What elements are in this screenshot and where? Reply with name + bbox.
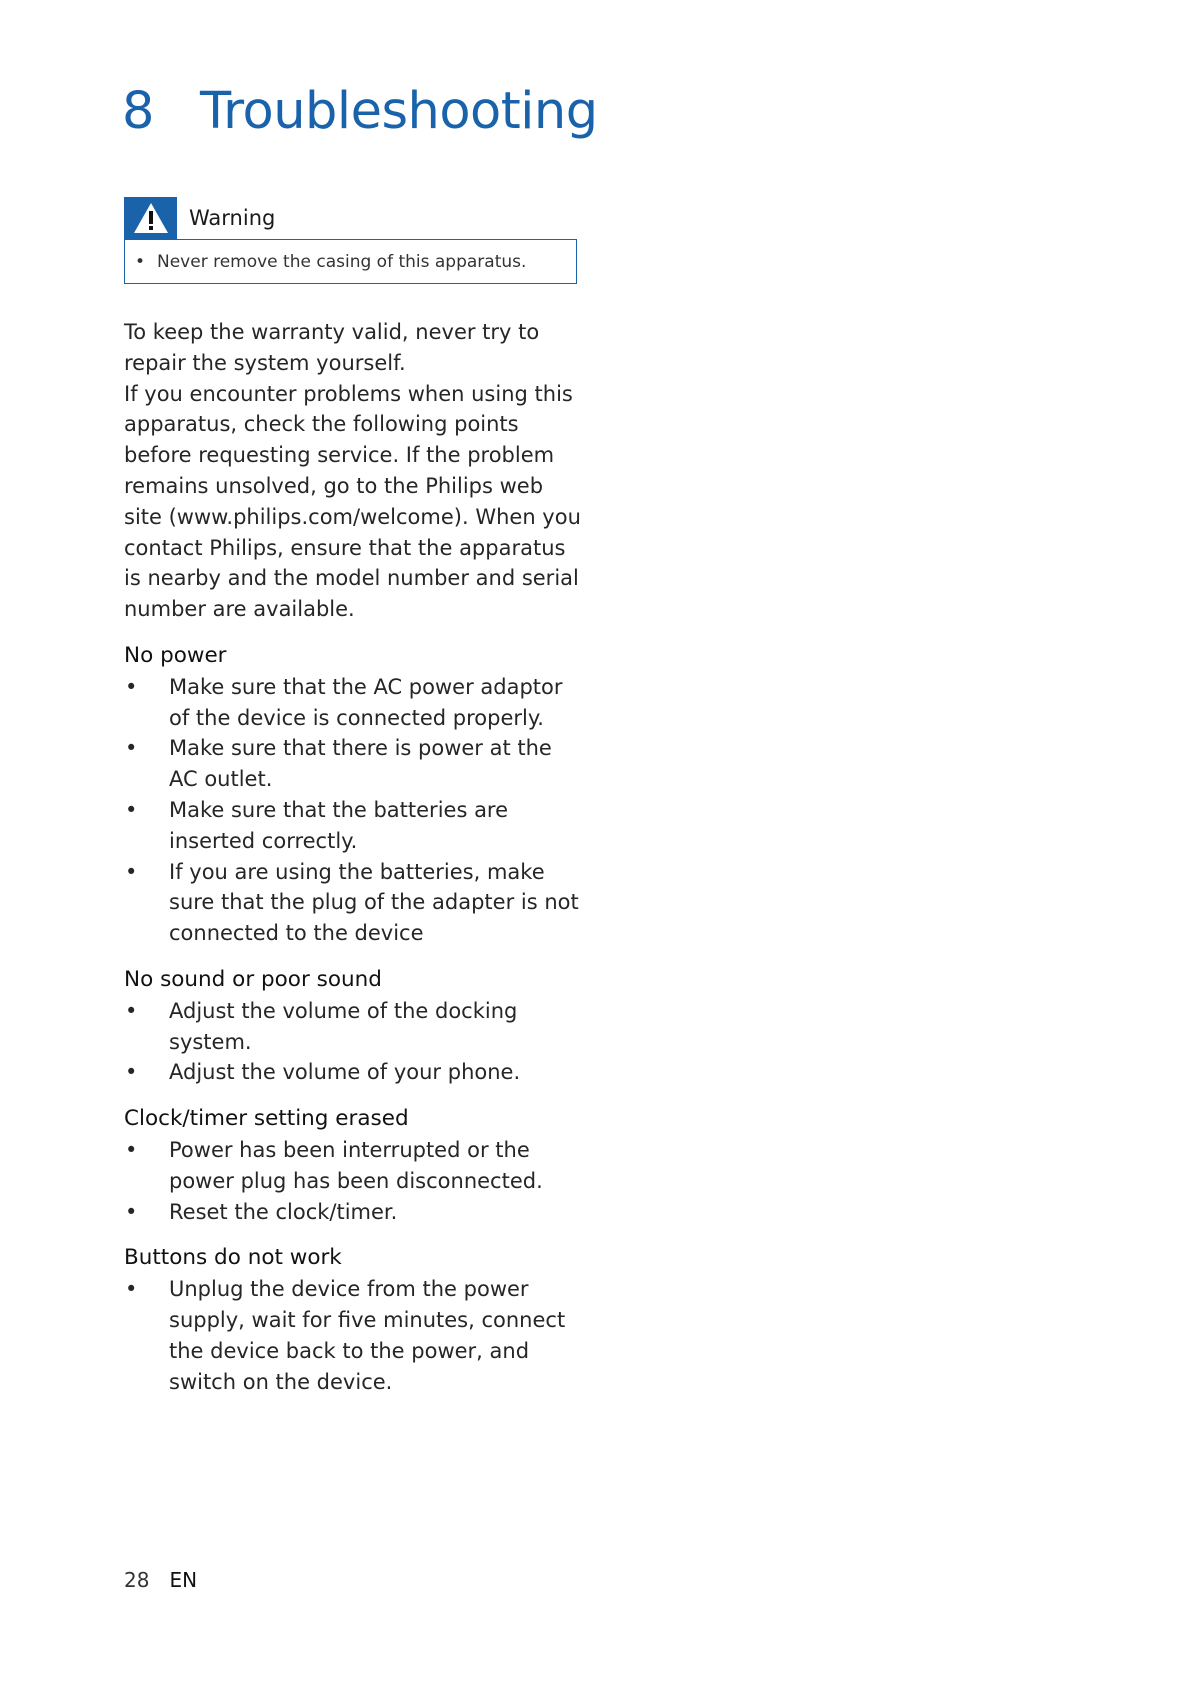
section-heading: No power	[124, 642, 227, 668]
page-number: 28	[124, 1568, 150, 1592]
list-item	[124, 996, 584, 1058]
chapter-number: 8	[122, 82, 154, 141]
warning-title: Warning	[189, 206, 276, 230]
warning-header	[124, 197, 275, 239]
bullet-icon: •	[125, 674, 138, 699]
trouble-list	[124, 1274, 584, 1397]
section-buttons	[124, 1243, 584, 1397]
intro-text	[124, 317, 584, 625]
list-item-text: Make sure that the AC power adaptor of the device is connected properly.	[169, 674, 563, 730]
list-item	[124, 672, 584, 734]
list-item-text: Make sure that the batteries are inserted correctly.	[169, 797, 509, 853]
section-no-power	[124, 641, 584, 949]
list-item	[124, 857, 584, 949]
bullet-icon: •	[125, 736, 138, 761]
warning-item-text: Never remove the casing of this apparatus.	[157, 252, 527, 272]
warning-item	[135, 251, 526, 273]
list-item	[124, 1274, 584, 1397]
bullet-icon: •	[125, 1199, 138, 1224]
trouble-list	[124, 1135, 584, 1227]
list-item	[124, 1057, 584, 1088]
list-item	[124, 1197, 584, 1228]
list-item-text: Adjust the volume of your phone.	[169, 1060, 521, 1085]
bullet-icon: •	[125, 1137, 138, 1162]
intro-paragraph: To keep the warranty valid, never try to repair the system yourself.	[124, 320, 540, 375]
section-heading: Buttons do not work	[124, 1245, 342, 1271]
section-heading: No sound or poor sound	[124, 966, 382, 992]
language-label: EN	[169, 1568, 198, 1592]
chapter-title: Troubleshooting	[200, 82, 598, 141]
list-item	[124, 733, 584, 795]
bullet-icon: •	[125, 998, 138, 1023]
bullet-icon: •	[135, 252, 146, 272]
bullet-icon: •	[125, 1277, 138, 1302]
list-item	[124, 1135, 584, 1197]
bullet-icon: •	[125, 859, 138, 884]
list-item-text: Reset the clock/timer.	[169, 1199, 398, 1224]
page-title	[122, 76, 598, 148]
intro-paragraph: If you encounter problems when using this apparatus, check the following points before requesting service. If the problem remains unsolved, go to the Philips web site (www.philips.com/welcome). When you contact Philips, ensure that the apparatus is nearby and the model number and serial number are available.	[124, 381, 581, 622]
page-footer	[124, 1565, 197, 1595]
list-item	[124, 795, 584, 857]
list-item-text: Power has been interrupted or the power plug has been disconnected.	[169, 1137, 543, 1193]
trouble-list	[124, 672, 584, 949]
bullet-icon: •	[125, 797, 138, 822]
list-item-text: Adjust the volume of the docking system.	[169, 998, 518, 1054]
bullet-icon: •	[125, 1060, 138, 1085]
section-no-sound	[124, 965, 584, 1088]
list-item-text: Make sure that there is power at the AC outlet.	[169, 736, 552, 792]
main-content	[124, 317, 584, 1397]
section-clock-timer	[124, 1104, 584, 1227]
list-item-text: If you are using the batteries, make sure that the plug of the adapter is not connected to the device	[169, 859, 579, 946]
warning-box	[124, 239, 577, 284]
trouble-list	[124, 996, 584, 1088]
warning-icon	[124, 197, 177, 239]
list-item-text: Unplug the device from the power supply, wait for five minutes, connect the device back to the power, and switch on the device.	[169, 1277, 566, 1394]
section-heading: Clock/timer setting erased	[124, 1106, 409, 1132]
